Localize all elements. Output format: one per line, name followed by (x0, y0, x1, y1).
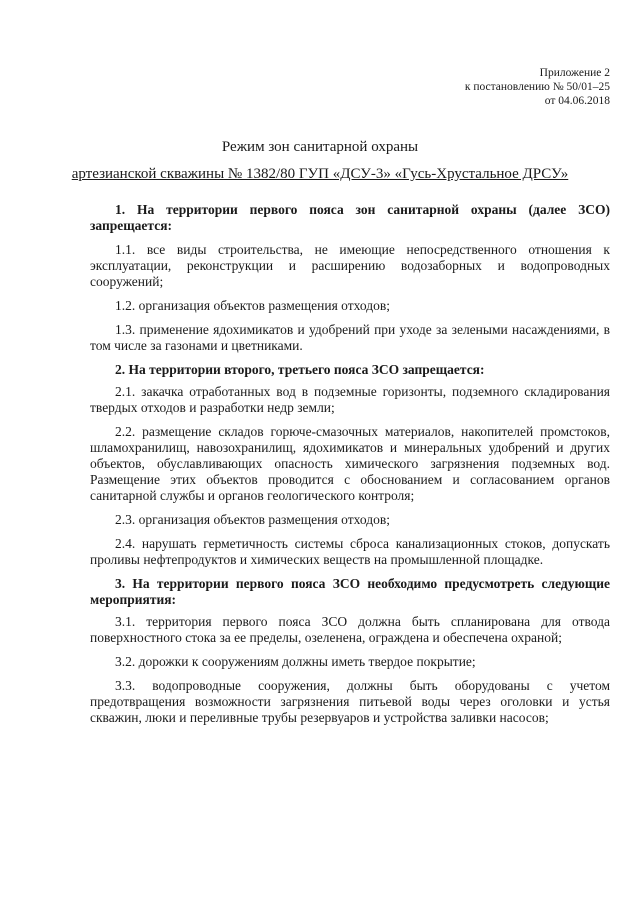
list-item-1-1: 1.1. все виды строительства, не имеющие непосредственного отношения к эксплуатации, реконструкции и расширению водозаборных и водопроводных сооружений; (90, 242, 610, 289)
appendix-line-3: от 04.06.2018 (544, 95, 610, 107)
appendix-line-2: к постановлению № 50/01–25 (464, 81, 610, 93)
section-heading-1: 1. На территории первого пояса зон санитарной охраны (далее ЗСО) запрещается: (90, 202, 610, 233)
appendix-line-1: Приложение 2 (539, 67, 610, 79)
appendix-note (370, 66, 610, 108)
list-item-3-2: 3.2. дорожки к сооружениям должны иметь твердое покрытие; (115, 654, 476, 669)
list-item-3-1: 3.1. территория первого пояса ЗСО должна быть спланирована для отвода поверхностного стока за ее пределы, озеленена, ограждена и обеспечена охраной; (90, 614, 610, 645)
list-item-2-2: 2.2. размещение складов горюче-смазочных материалов, накопителей промстоков, шламохранилищ, навозохранилищ, ядохимикатов и минеральных удобрений и других объектов, обуславливающих опасность химического загрязнения подземных вод. Размещение этих объектов проводится с обоснованием и согласованием органов санитарной службы и органов геологического контроля; (90, 424, 610, 503)
list-item-1-2: 1.2. организация объектов размещения отходов; (115, 298, 390, 313)
section-heading-2: 2. На территории второго, третьего пояса ЗСО запрещается: (115, 362, 485, 377)
document-subtitle: артезианской скважины № 1382/80 ГУП «ДСУ-3» «Гусь-Хрустальное ДРСУ» (71, 166, 569, 182)
list-item-2-4: 2.4. нарушать герметичность системы сброса канализационных стоков, допускать проливы нефтепродуктов и химических веществ на промышленной площадке. (90, 536, 610, 567)
list-item-1-3: 1.3. применение ядохимикатов и удобрений при уходе за зелеными насаждениями, в том числе за газонами и цветниками. (90, 322, 610, 353)
section-heading-3: 3. На территории первого пояса ЗСО необходимо предусмотреть следующие мероприятия: (90, 576, 610, 607)
document-body (90, 202, 610, 726)
list-item-3-3: 3.3. водопроводные сооружения, должны быть оборудованы с учетом предотвращения возможности загрязнения питьевой воды через оголовки и устья скважин, люки и переливные трубы резервуаров и устройства заливки насосов; (90, 678, 610, 725)
list-item-2-1: 2.1. закачка отработанных вод в подземные горизонты, подземного складирования твердых отходов и разработки недр земли; (90, 384, 610, 415)
list-item-2-3: 2.3. организация объектов размещения отходов; (115, 512, 390, 527)
document-title: Режим зон санитарной охраны (221, 139, 419, 155)
